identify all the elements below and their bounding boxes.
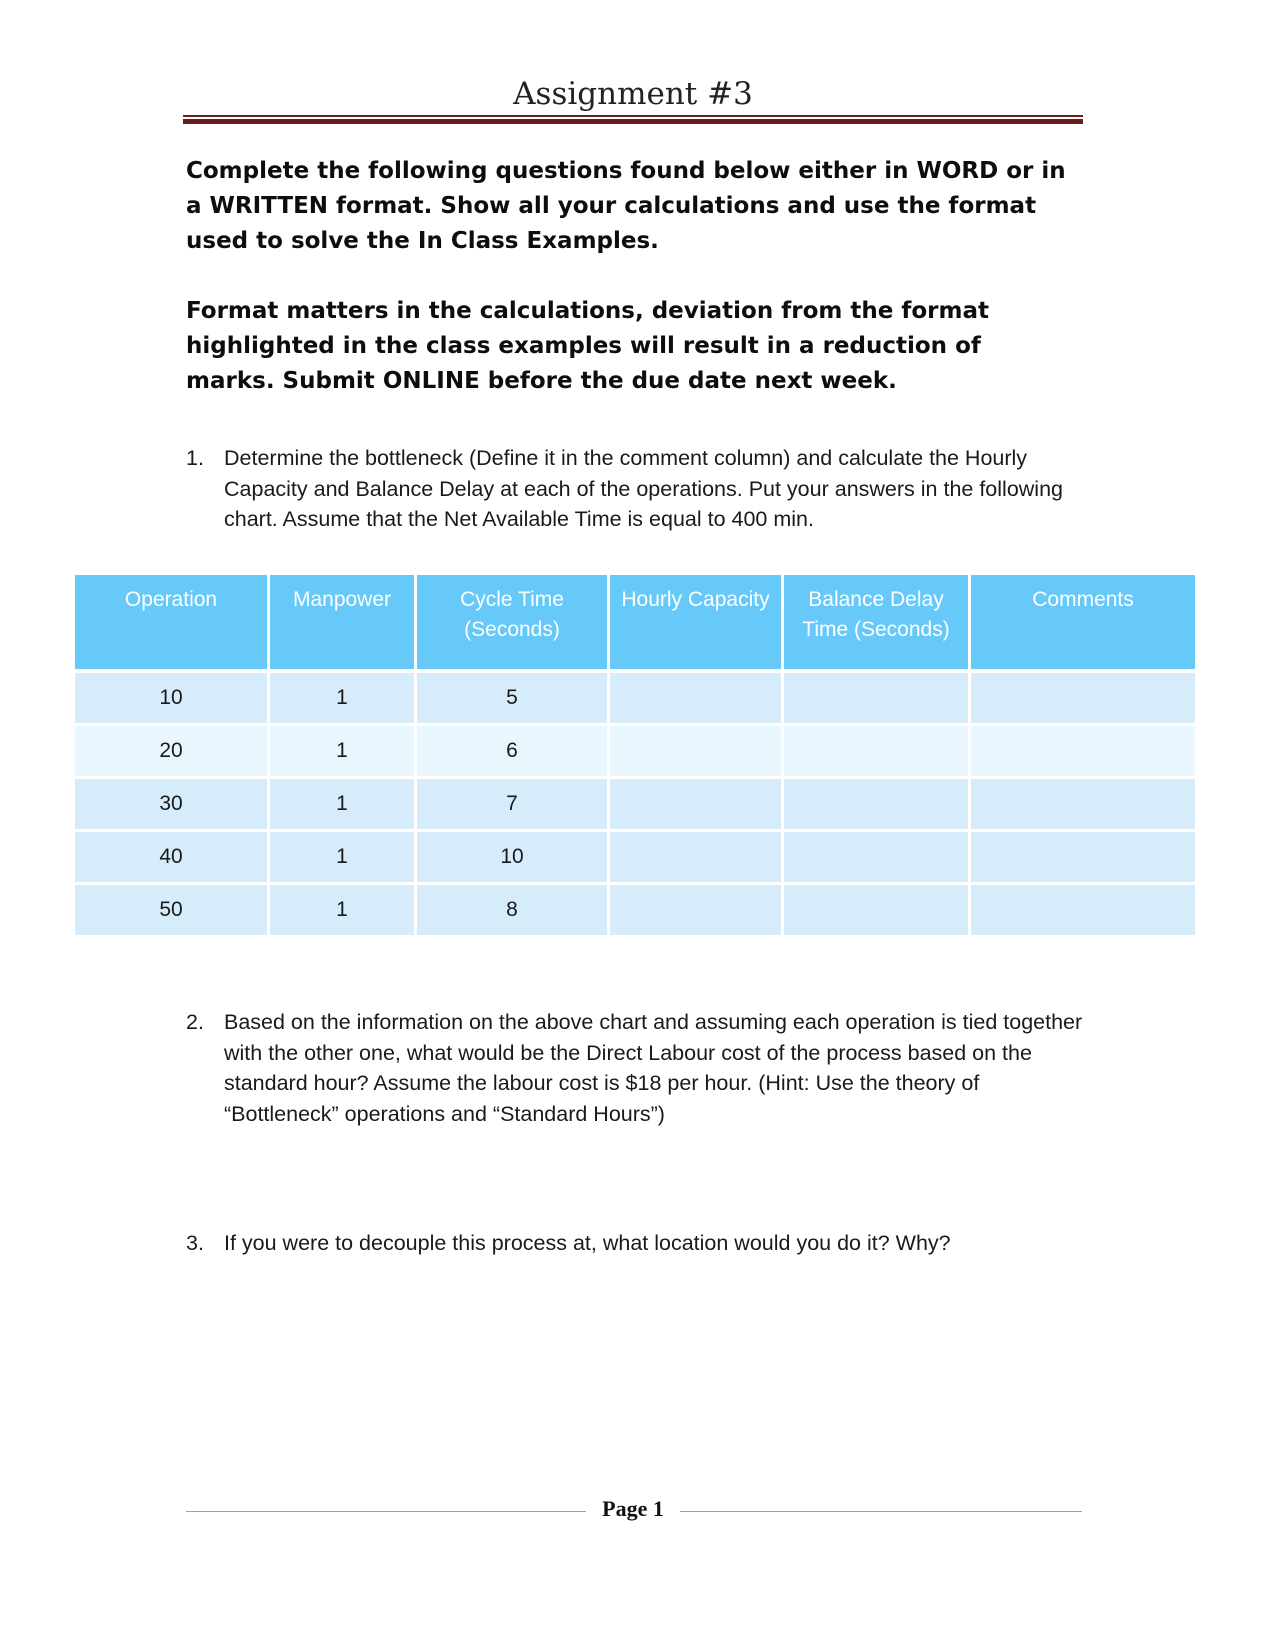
cell-balance-delay[interactable] (784, 779, 971, 832)
cell-manpower: 1 (270, 779, 417, 832)
cell-balance-delay[interactable] (784, 726, 971, 779)
header-cycle-time (417, 575, 610, 673)
question-number: 1. (186, 446, 204, 470)
cell-hourly-capacity[interactable] (610, 726, 784, 779)
cell-operation: 30 (75, 779, 270, 832)
cell-comments[interactable] (971, 726, 1195, 779)
table-row (75, 885, 1195, 938)
cell-cycle-time: 7 (417, 779, 610, 832)
header-balance-delay-label: Balance Delay Time (Seconds) (802, 588, 950, 641)
footer-rule-left (186, 1511, 586, 1512)
table-row (75, 726, 1195, 779)
table-row (75, 832, 1195, 885)
cell-balance-delay[interactable] (784, 885, 971, 938)
cell-hourly-capacity[interactable] (610, 885, 784, 938)
cell-cycle-time: 10 (417, 832, 610, 885)
header-comments: Comments (971, 575, 1195, 673)
cell-operation: 50 (75, 885, 270, 938)
cell-comments[interactable] (971, 885, 1195, 938)
question-text: If you were to decouple this process at, what location would you do it? Why? (224, 1231, 951, 1255)
cell-cycle-time: 8 (417, 885, 610, 938)
cell-comments[interactable] (971, 673, 1195, 726)
instruction-paragraph-2: Format matters in the calculations, deviation from the format highlighted in the class examples will result in a reduction of marks. Submit ONLINE before the due date next week. (186, 298, 989, 394)
cell-hourly-capacity[interactable] (610, 779, 784, 832)
cell-hourly-capacity[interactable] (610, 832, 784, 885)
cell-hourly-capacity[interactable] (610, 673, 784, 726)
table-row (75, 673, 1195, 726)
cell-manpower: 1 (270, 726, 417, 779)
operations-table (75, 575, 1195, 938)
cell-manpower: 1 (270, 832, 417, 885)
header-balance-delay (784, 575, 971, 673)
cell-comments[interactable] (971, 832, 1195, 885)
question-number: 3. (186, 1231, 204, 1255)
cell-manpower: 1 (270, 673, 417, 726)
cell-manpower: 1 (270, 885, 417, 938)
cell-balance-delay[interactable] (784, 673, 971, 726)
title-rule-thick (183, 119, 1083, 124)
header-cycle-time-label: Cycle Time (Seconds) (460, 588, 564, 641)
cell-cycle-time: 5 (417, 673, 610, 726)
cell-operation: 10 (75, 673, 270, 726)
cell-comments[interactable] (971, 779, 1195, 832)
document-title: Assignment #3 (513, 76, 753, 112)
header-operation: Operation (75, 575, 270, 673)
instruction-paragraph-1: Complete the following questions found below either in WORD or in a WRITTEN format. Show all your calculations and use the format used to solve the In Class Examples. (186, 158, 1066, 254)
header-manpower: Manpower (270, 575, 417, 673)
question-text: Based on the information on the above chart and assuming each operation is tied together with the other one, what would be the Direct Labour cost of the process based on the standard hour? Assume the labour cost is $18 per hour. (Hint: Use the theory of “Bottleneck” operations and “Standard Hours”) (224, 1010, 1083, 1126)
question-text: Determine the bottleneck (Define it in the comment column) and calculate the Hourly Capacity and Balance Delay at each of the operations. Put your answers in the following chart. Assume that the Net Available Time is equal to 400 min. (224, 446, 1063, 531)
cell-cycle-time: 6 (417, 726, 610, 779)
question-number: 2. (186, 1010, 204, 1034)
cell-operation: 40 (75, 832, 270, 885)
footer-rule-right (680, 1511, 1082, 1512)
cell-operation: 20 (75, 726, 270, 779)
table-row (75, 779, 1195, 832)
title-rule-thin (183, 115, 1083, 117)
table-header-row (75, 575, 1195, 673)
header-hourly-capacity: Hourly Capacity (610, 575, 784, 673)
cell-balance-delay[interactable] (784, 832, 971, 885)
page-number: Page 1 (602, 1496, 664, 1521)
